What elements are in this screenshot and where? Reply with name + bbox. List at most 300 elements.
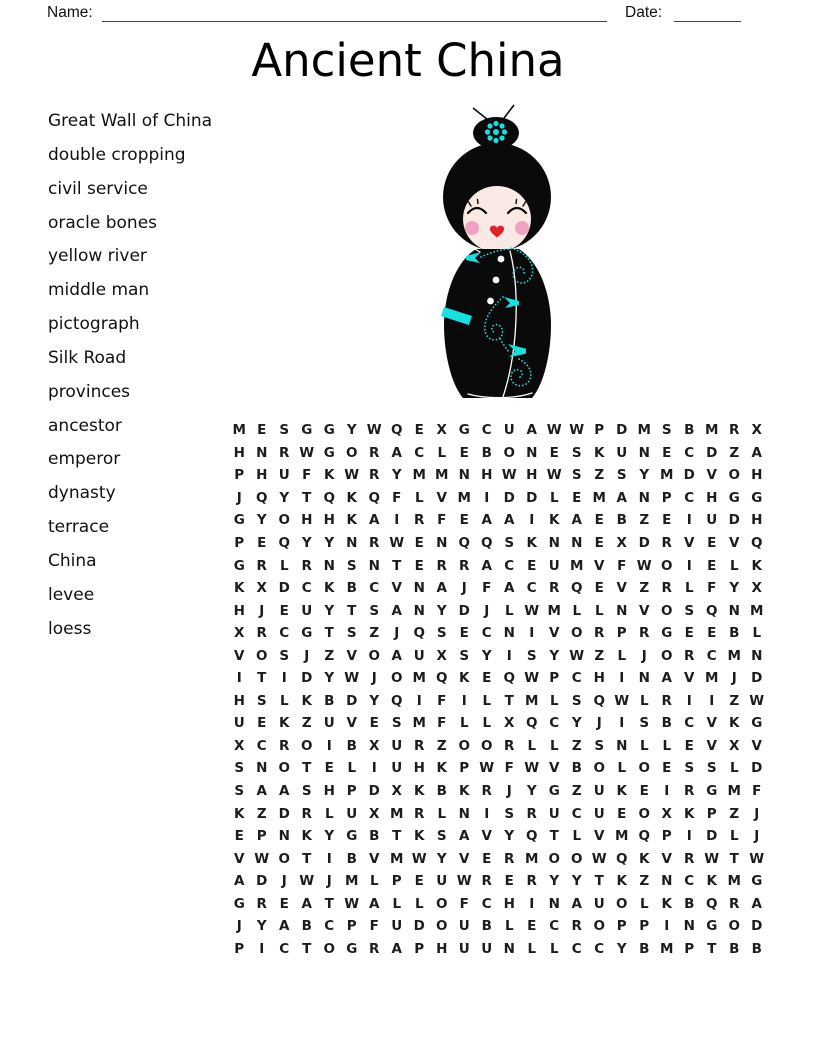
grid-cell: Q: [436, 670, 448, 687]
grid-cell: U: [593, 895, 605, 912]
grid-cell: T: [324, 895, 334, 912]
grid-cell: F: [369, 918, 379, 935]
grid-cell: X: [504, 715, 515, 732]
grid-cell: I: [326, 737, 332, 754]
grid-cell: E: [594, 512, 604, 529]
grid-cell: R: [729, 895, 740, 912]
grid-cell: K: [459, 670, 470, 687]
grid-cell: N: [728, 602, 740, 619]
grid-cell: R: [481, 873, 492, 890]
grid-cell: L: [279, 557, 289, 574]
grid-cell: Q: [481, 535, 493, 551]
grid-cell: S: [436, 828, 447, 845]
grid-cell: U: [391, 918, 403, 935]
grid-cell: E: [617, 805, 627, 822]
grid-cell: W: [591, 850, 607, 867]
grid-cell: Q: [323, 489, 335, 506]
grid-cell: Y: [391, 467, 402, 484]
grid-cell: W: [456, 873, 472, 890]
grid-cell: E: [414, 535, 424, 551]
grid-cell: I: [686, 828, 692, 845]
grid-cell: X: [369, 805, 380, 822]
word-list-item: loess: [48, 618, 92, 639]
grid-cell: K: [414, 828, 425, 845]
grid-cell: W: [344, 670, 360, 687]
grid-cell: B: [684, 895, 695, 912]
grid-cell: M: [412, 670, 426, 687]
grid-cell: H: [436, 940, 448, 957]
grid-cell: V: [549, 625, 560, 642]
grid-cell: A: [234, 873, 245, 890]
grid-cell: K: [301, 828, 312, 845]
grid-cell: L: [504, 918, 514, 935]
grid-cell: S: [616, 467, 627, 484]
grid-cell: X: [661, 805, 672, 822]
grid-cell: L: [729, 557, 739, 574]
grid-cell: M: [570, 557, 584, 574]
grid-cell: P: [256, 828, 267, 845]
grid-cell: E: [594, 580, 604, 597]
grid-cell: I: [686, 512, 692, 529]
grid-cell: A: [526, 422, 537, 439]
grid-cell: R: [414, 737, 425, 754]
grid-cell: W: [546, 467, 562, 484]
grid-cell: X: [436, 422, 447, 439]
grid-cell: M: [705, 422, 719, 439]
grid-cell: O: [728, 918, 740, 935]
grid-cell: G: [751, 489, 763, 506]
grid-cell: U: [503, 422, 515, 439]
grid-cell: K: [346, 512, 357, 529]
grid-cell: Y: [549, 647, 560, 664]
grid-cell: O: [278, 850, 290, 867]
grid-cell: K: [279, 715, 290, 732]
grid-cell: R: [256, 557, 267, 574]
grid-cell: B: [369, 828, 380, 845]
grid-cell: U: [616, 444, 628, 461]
grid-cell: N: [751, 647, 763, 664]
grid-cell: T: [707, 940, 717, 957]
grid-cell: D: [638, 535, 650, 551]
grid-cell: M: [390, 805, 404, 822]
grid-cell: E: [639, 783, 649, 800]
grid-cell: E: [414, 557, 424, 574]
grid-cell: R: [301, 557, 312, 574]
word-list-item: civil service: [48, 178, 148, 199]
grid-cell: E: [279, 895, 289, 912]
grid-cell: I: [484, 805, 490, 822]
word-list-item: China: [48, 550, 97, 571]
grid-cell: I: [506, 647, 512, 664]
grid-row: [228, 870, 768, 893]
grid-cell: P: [639, 918, 650, 935]
grid-cell: K: [459, 783, 470, 800]
grid-cell: S: [639, 715, 650, 732]
grid-cell: Z: [594, 647, 605, 664]
grid-cell: J: [596, 715, 602, 732]
grid-cell: J: [506, 783, 512, 800]
grid-cell: N: [256, 760, 268, 777]
grid-cell: A: [256, 783, 267, 800]
grid-cell: Z: [729, 805, 740, 822]
grid-cell: K: [706, 873, 717, 890]
grid-cell: B: [729, 625, 740, 642]
grid-cell: L: [414, 489, 424, 506]
grid-cell: B: [639, 940, 650, 957]
grid-row: [228, 802, 768, 825]
grid-cell: R: [414, 512, 425, 529]
grid-cell: O: [571, 625, 583, 642]
grid-cell: Y: [324, 828, 335, 845]
grid-cell: B: [346, 850, 357, 867]
grid-cell: R: [504, 737, 515, 754]
grid-cell: L: [662, 737, 672, 754]
grid-cell: E: [414, 422, 424, 439]
grid-cell: T: [594, 873, 604, 890]
grid-cell: E: [594, 535, 604, 551]
grid-cell: E: [459, 625, 469, 642]
grid-cell: F: [617, 557, 627, 574]
grid-cell: Y: [324, 602, 335, 619]
grid-cell: L: [617, 760, 627, 777]
page-title: Ancient China: [251, 34, 565, 87]
name-input-line[interactable]: [102, 2, 607, 22]
grid-cell: W: [524, 602, 540, 619]
grid-cell: S: [661, 422, 672, 439]
grid-cell: V: [459, 850, 470, 867]
grid-cell: V: [594, 557, 605, 574]
word-list-item: yellow river: [48, 246, 147, 267]
grid-cell: C: [414, 444, 425, 461]
grid-cell: Q: [526, 828, 538, 845]
grid-cell: I: [461, 692, 467, 709]
grid-cell: W: [501, 467, 517, 484]
grid-cell: P: [459, 760, 470, 777]
grid-cell: R: [661, 580, 672, 597]
grid-cell: L: [639, 737, 649, 754]
grid-cell: S: [436, 625, 447, 642]
grid-cell: A: [391, 444, 402, 461]
grid-cell: Z: [369, 625, 380, 642]
grid-cell: D: [526, 489, 538, 506]
grid-cell: W: [524, 760, 540, 777]
grid-cell: I: [619, 670, 625, 687]
grid-cell: X: [729, 737, 740, 754]
grid-cell: W: [614, 692, 630, 709]
grid-cell: O: [436, 918, 448, 935]
grid-cell: P: [616, 918, 627, 935]
grid-cell: P: [414, 940, 425, 957]
grid-cell: M: [412, 467, 426, 484]
grid-cell: T: [392, 557, 402, 574]
grid-cell: X: [256, 580, 267, 597]
grid-cell: C: [594, 940, 605, 957]
grid-cell: J: [236, 489, 242, 506]
grid-cell: A: [661, 670, 672, 687]
grid-cell: E: [482, 850, 492, 867]
grid-cell: A: [459, 828, 470, 845]
grid-cell: T: [392, 828, 402, 845]
grid-cell: M: [345, 873, 359, 890]
grid-cell: A: [279, 918, 290, 935]
grid-cell: L: [437, 805, 447, 822]
grid-cell: B: [346, 737, 357, 754]
grid-cell: R: [256, 895, 267, 912]
grid-cell: H: [593, 670, 605, 687]
grid-cell: T: [302, 940, 312, 957]
grid-cell: E: [257, 535, 267, 551]
grid-cell: J: [641, 647, 647, 664]
grid-cell: Q: [413, 625, 425, 642]
grid-cell: W: [411, 850, 427, 867]
grid-cell: V: [369, 850, 380, 867]
grid-cell: E: [279, 602, 289, 619]
grid-cell: J: [259, 602, 265, 619]
grid-cell: T: [729, 850, 739, 867]
grid-cell: I: [709, 692, 715, 709]
grid-cell: U: [706, 512, 718, 529]
grid-cell: R: [256, 625, 267, 642]
grid-cell: N: [413, 602, 425, 619]
grid-cell: G: [458, 422, 470, 439]
grid-cell: N: [548, 895, 560, 912]
grid-cell: G: [301, 422, 313, 439]
grid-cell: O: [346, 444, 358, 461]
grid-cell: V: [684, 535, 695, 551]
grid-cell: M: [727, 783, 741, 800]
grid-cell: N: [323, 557, 335, 574]
grid-cell: G: [346, 940, 358, 957]
grid-cell: Y: [256, 512, 267, 529]
grid-row: [228, 442, 768, 465]
grid-cell: E: [684, 737, 694, 754]
grid-cell: Y: [639, 467, 650, 484]
grid-cell: R: [684, 783, 695, 800]
grid-cell: O: [616, 895, 628, 912]
grid-cell: U: [278, 467, 290, 484]
grid-cell: Q: [706, 895, 718, 912]
grid-cell: O: [458, 737, 470, 754]
grid-cell: E: [257, 715, 267, 732]
grid-cell: C: [504, 557, 515, 574]
grid-cell: V: [706, 467, 717, 484]
grid-cell: C: [481, 895, 492, 912]
grid-cell: S: [504, 535, 515, 551]
grid-cell: H: [751, 467, 763, 484]
grid-cell: L: [594, 602, 604, 619]
grid-cell: L: [437, 444, 447, 461]
grid-cell: N: [616, 737, 628, 754]
grid-cell: N: [256, 444, 268, 461]
grid-row: [228, 690, 768, 713]
grid-cell: R: [279, 444, 290, 461]
grid-cell: W: [344, 467, 360, 484]
grid-cell: E: [459, 512, 469, 529]
grid-cell: Q: [571, 580, 583, 597]
grid-row: [228, 892, 768, 915]
grid-cell: B: [301, 918, 312, 935]
grid-cell: R: [594, 625, 605, 642]
grid-row: [228, 735, 768, 758]
grid-cell: Z: [571, 783, 582, 800]
grid-cell: V: [639, 602, 650, 619]
grid-cell: R: [661, 692, 672, 709]
grid-cell: V: [234, 647, 245, 664]
grid-cell: D: [413, 918, 425, 935]
grid-cell: L: [414, 895, 424, 912]
grid-cell: G: [233, 895, 245, 912]
grid-cell: C: [369, 580, 380, 597]
grid-cell: O: [503, 444, 515, 461]
grid-cell: Y: [369, 692, 380, 709]
word-list-item: Silk Road: [48, 347, 127, 368]
grid-cell: L: [324, 805, 334, 822]
grid-cell: J: [326, 873, 332, 890]
grid-cell: U: [301, 602, 313, 619]
grid-cell: R: [369, 467, 380, 484]
grid-row: [228, 554, 768, 577]
grid-row: [228, 780, 768, 803]
date-label: Date:: [625, 4, 663, 21]
grid-cell: C: [684, 715, 695, 732]
grid-cell: H: [481, 467, 493, 484]
grid-cell: A: [571, 895, 582, 912]
date-input-line[interactable]: [674, 2, 741, 22]
grid-cell: D: [346, 692, 358, 709]
grid-cell: A: [481, 512, 492, 529]
grid-cell: N: [368, 557, 380, 574]
grid-cell: E: [459, 444, 469, 461]
word-list-item: oracle bones: [48, 212, 158, 233]
grid-cell: S: [234, 783, 245, 800]
word-list-item: ancestor: [48, 415, 122, 436]
grid-cell: I: [529, 625, 535, 642]
grid-cell: F: [707, 580, 717, 597]
grid-cell: S: [526, 647, 537, 664]
grid-cell: I: [416, 692, 422, 709]
grid-cell: W: [704, 850, 720, 867]
grid-cell: B: [346, 580, 357, 597]
grid-row: [228, 847, 768, 870]
grid-cell: L: [527, 940, 537, 957]
grid-cell: N: [548, 535, 560, 551]
grid-cell: H: [233, 692, 245, 709]
grid-row: [228, 915, 768, 938]
grid-cell: M: [727, 647, 741, 664]
grid-cell: B: [661, 715, 672, 732]
grid-cell: G: [706, 783, 718, 800]
grid-cell: Y: [504, 828, 515, 845]
grid-cell: V: [391, 580, 402, 597]
grid-cell: J: [281, 873, 287, 890]
grid-cell: W: [749, 692, 765, 709]
grid-cell: W: [299, 873, 315, 890]
grid-cell: N: [661, 873, 673, 890]
grid-cell: K: [729, 715, 740, 732]
grid-cell: O: [661, 602, 673, 619]
grid-cell: E: [549, 444, 559, 461]
grid-cell: E: [504, 873, 514, 890]
grid-cell: S: [706, 760, 717, 777]
grid-cell: Q: [391, 422, 403, 439]
grid-cell: W: [569, 647, 585, 664]
grid-cell: R: [526, 805, 537, 822]
grid-cell: Z: [729, 692, 740, 709]
grid-cell: D: [278, 580, 290, 597]
grid-cell: N: [413, 580, 425, 597]
grid-cell: R: [661, 535, 672, 551]
grid-cell: O: [368, 647, 380, 664]
grid-cell: Q: [706, 602, 718, 619]
grid-cell: D: [503, 489, 515, 506]
grid-cell: M: [390, 850, 404, 867]
grid-row: [228, 532, 768, 555]
grid-cell: P: [549, 670, 560, 687]
grid-cell: X: [234, 625, 245, 642]
grid-cell: R: [639, 625, 650, 642]
grid-cell: L: [549, 692, 559, 709]
grid-cell: F: [392, 489, 402, 506]
grid-cell: R: [459, 557, 470, 574]
grid-cell: U: [233, 715, 245, 732]
grid-cell: E: [369, 715, 379, 732]
grid-cell: I: [529, 895, 535, 912]
grid-cell: F: [482, 580, 492, 597]
grid-cell: D: [301, 670, 313, 687]
grid-row: [228, 757, 768, 780]
grid-cell: L: [752, 625, 762, 642]
grid-cell: K: [234, 805, 245, 822]
grid-cell: W: [344, 895, 360, 912]
grid-cell: G: [323, 422, 335, 439]
grid-cell: I: [664, 918, 670, 935]
grid-cell: E: [527, 918, 537, 935]
grid-cell: P: [391, 873, 402, 890]
grid-cell: F: [302, 467, 312, 484]
grid-cell: G: [301, 625, 313, 642]
grid-cell: T: [302, 850, 312, 867]
grid-cell: L: [369, 873, 379, 890]
grid-cell: S: [459, 647, 470, 664]
grid-cell: D: [728, 512, 740, 529]
grid-cell: M: [525, 850, 539, 867]
grid-cell: R: [684, 647, 695, 664]
grid-cell: O: [278, 760, 290, 777]
grid-cell: I: [529, 512, 535, 529]
grid-cell: S: [594, 737, 605, 754]
grid-cell: B: [481, 918, 492, 935]
grid-cell: I: [236, 670, 242, 687]
grid-cell: O: [391, 670, 403, 687]
grid-cell: X: [751, 580, 762, 597]
grid-cell: G: [706, 918, 718, 935]
grid-cell: G: [548, 783, 560, 800]
grid-cell: L: [482, 715, 492, 732]
grid-cell: D: [278, 805, 290, 822]
grid-cell: C: [706, 647, 717, 664]
grid-cell: F: [437, 715, 447, 732]
grid-cell: R: [571, 918, 582, 935]
grid-cell: B: [481, 444, 492, 461]
grid-cell: I: [484, 489, 490, 506]
grid-cell: B: [729, 940, 740, 957]
grid-cell: L: [347, 760, 357, 777]
grid-cell: Y: [729, 580, 740, 597]
grid-cell: Q: [458, 535, 470, 551]
grid-cell: V: [594, 828, 605, 845]
grid-cell: N: [616, 602, 628, 619]
grid-cell: A: [751, 444, 762, 461]
